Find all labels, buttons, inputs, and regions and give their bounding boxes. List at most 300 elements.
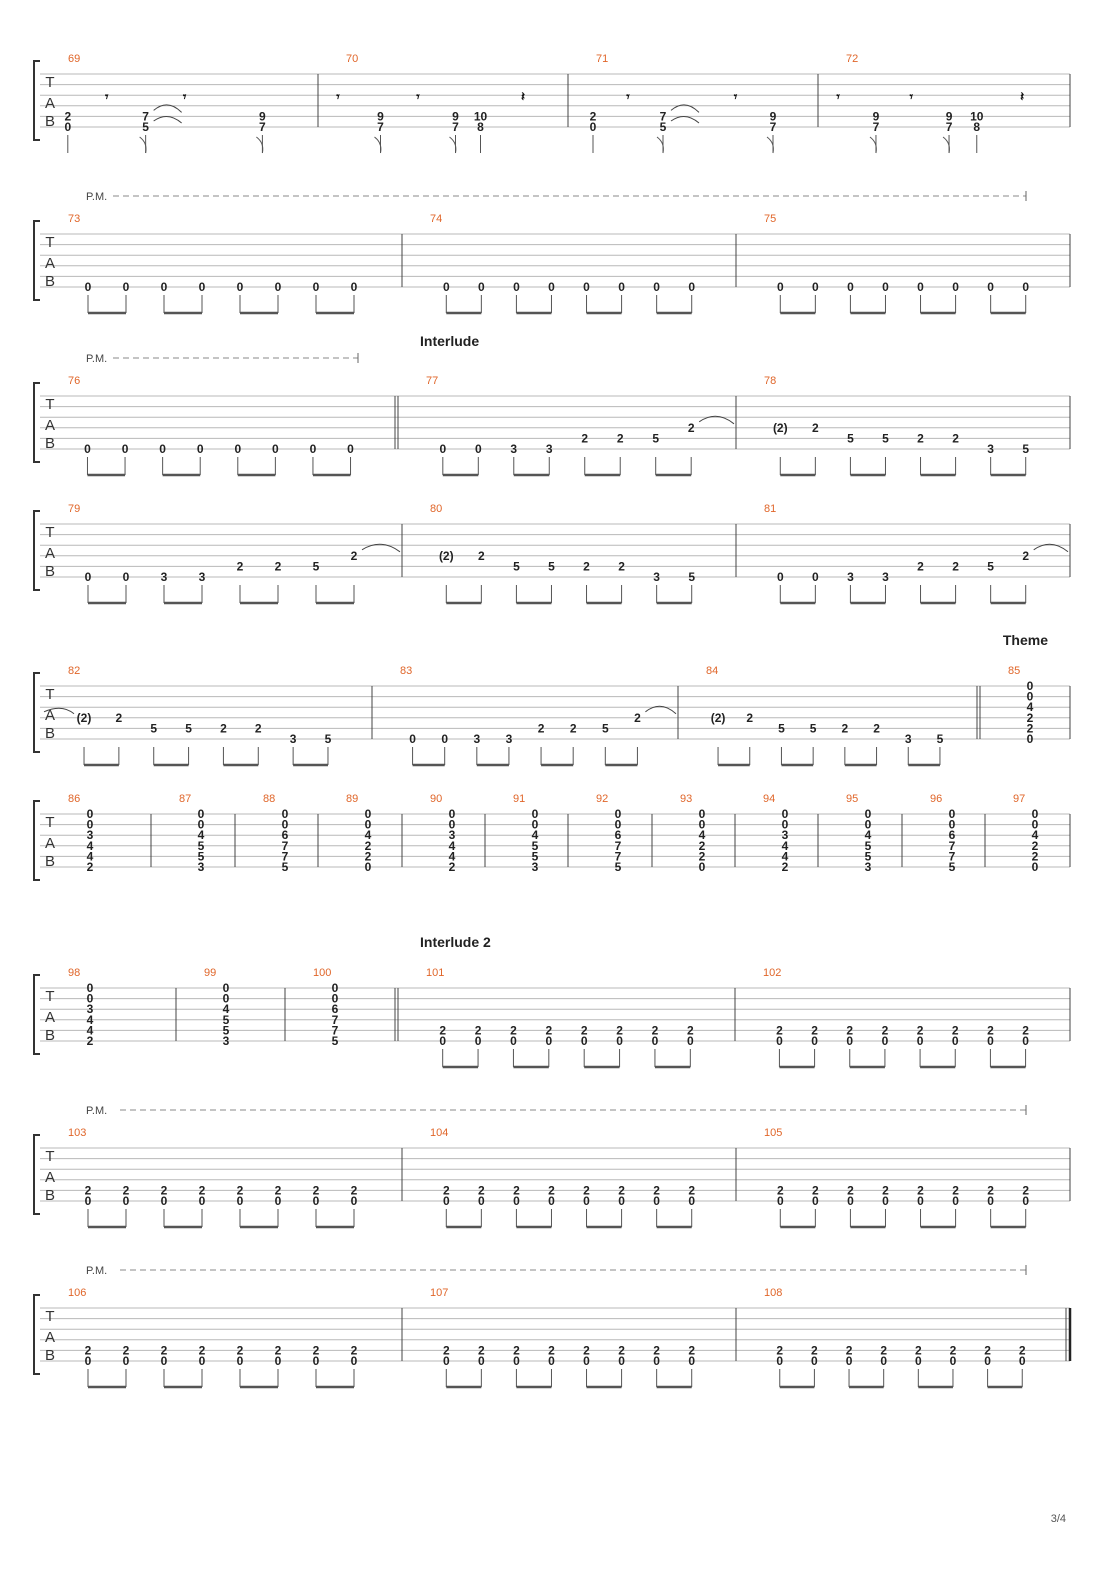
fret-number: 0 [881, 1034, 889, 1048]
fret-number: 0 [864, 807, 872, 821]
measure-number: 104 [430, 1127, 449, 1139]
fret-number: 0 [583, 280, 590, 294]
fret-number: 0 [987, 280, 994, 294]
fret-number: 2 [115, 710, 123, 725]
fret-number: 0 [688, 280, 696, 294]
fret-number: 9 [945, 109, 953, 124]
fret-number: 0 [847, 1194, 854, 1208]
system-bracket [34, 221, 40, 300]
fret-number: 0 [347, 442, 354, 456]
fret-number: 0 [688, 1194, 696, 1208]
fret-number: 3 [781, 828, 789, 843]
fret-number: 0 [236, 280, 244, 294]
fret-number: 2 [952, 1183, 959, 1198]
fret-number: 2 [651, 1023, 659, 1038]
fret-number: 2 [254, 721, 262, 736]
fret-number: 3 [904, 732, 912, 746]
measure-75 [764, 213, 1029, 313]
fret-number: 0 [812, 1194, 819, 1208]
measure-number: 101 [426, 967, 445, 979]
fret-number: 2 [811, 1343, 818, 1358]
tab-clef-letter: A [44, 835, 56, 852]
fret-number: 0 [882, 1194, 889, 1208]
fret-number: 5 [197, 849, 205, 864]
fret-number: 2 [439, 1023, 447, 1038]
fret-number: 2 [698, 849, 706, 864]
quarter-rest: 𝄽 [1020, 89, 1025, 105]
fret-number: 3 [987, 442, 994, 456]
fret-number: 2 [1026, 710, 1034, 725]
measure-105 [764, 1127, 1029, 1227]
tab-clef-letter: A [44, 255, 56, 272]
measure-103 [68, 1127, 358, 1227]
fret-number: 5 [882, 431, 889, 446]
tab-clef-letter: B [44, 563, 56, 580]
fret-number: 0 [618, 280, 625, 294]
fret-number: 0 [331, 981, 339, 995]
fret-number: 0 [987, 1034, 994, 1048]
fret-number: 0 [688, 1354, 696, 1368]
fret-number: 2 [510, 1023, 517, 1038]
fret-number: 0 [198, 1354, 206, 1368]
fret-number: 5 [142, 120, 149, 134]
fret-number: 0 [614, 807, 622, 821]
fret-number: 0 [583, 1354, 590, 1368]
fret-number: 0 [651, 1034, 659, 1048]
fret-number: 0 [583, 1194, 590, 1208]
fret-number: 0 [917, 280, 924, 294]
fret-number: 0 [811, 1354, 818, 1368]
tab-system [34, 503, 1070, 603]
fret-number: 2 [688, 1183, 696, 1198]
fret-number: 0 [442, 1194, 450, 1208]
fret-number: 0 [122, 280, 130, 294]
measure-number: 79 [68, 503, 81, 515]
fret-number: 0 [531, 817, 539, 832]
fret-number: 5 [185, 721, 192, 736]
fret-number: 2 [442, 1343, 450, 1358]
measure-73 [68, 213, 358, 313]
fret-number: 4 [222, 1002, 230, 1017]
palm-mute-label: P.M. [86, 1105, 108, 1117]
fret-number: 7 [614, 849, 622, 864]
measure-90 [430, 793, 456, 874]
fret-number: 2 [350, 1343, 358, 1358]
measure-72 [835, 53, 1024, 153]
fret-number: 7 [948, 849, 956, 864]
measure-91 [513, 793, 539, 874]
measure-97 [1013, 793, 1039, 874]
fret-number: 2 [583, 1343, 590, 1358]
measure-number: 76 [68, 375, 81, 387]
tab-clef-letter: B [44, 853, 56, 870]
fret-number: 3 [882, 570, 889, 584]
measure-number: 98 [68, 967, 81, 979]
fret-number: 2 [537, 721, 545, 736]
fret-number: 0 [474, 1034, 482, 1048]
measure-number: 100 [313, 967, 332, 979]
fret-number: 4 [698, 828, 706, 843]
fret-number: 0 [364, 807, 372, 821]
fret-number: 2 [952, 559, 959, 574]
fret-number: 0 [1026, 732, 1034, 746]
fret-number: 4 [86, 838, 94, 853]
fret-number: 2 [220, 721, 227, 736]
fret-number: 2 [917, 1183, 924, 1198]
note-flag [450, 137, 456, 153]
fret-number: 0 [441, 732, 449, 746]
fret-number: 2 [746, 710, 754, 725]
fret-number: 7 [281, 849, 289, 864]
measure-number: 71 [596, 53, 609, 65]
fret-number: 8 [973, 120, 981, 134]
measure-69 [64, 53, 266, 153]
measure-77 [420, 333, 734, 475]
fret-number: 0 [478, 1354, 485, 1368]
measure-83 [400, 665, 676, 765]
fret-number: 2 [236, 559, 244, 574]
fret-number: 2 [160, 1183, 168, 1198]
fret-number: 2 [841, 721, 849, 736]
fret-number: 0 [274, 280, 282, 294]
fret-number: 0 [653, 1194, 660, 1208]
fret-number: 2 [776, 1183, 784, 1198]
fret-number: 3 [197, 860, 205, 874]
fret-number: 0 [1031, 807, 1039, 821]
eighth-rest: 𝄾 [104, 89, 109, 105]
note-flag [140, 137, 146, 153]
fret-number: 2 [236, 1343, 244, 1358]
fret-number: 2 [1022, 548, 1030, 563]
fret-number: 0 [86, 981, 94, 995]
fret-number: 2 [84, 1343, 92, 1358]
fret-number: 0 [653, 1354, 660, 1368]
measure-number: 93 [680, 793, 693, 805]
note-flag [256, 137, 262, 153]
fret-number: 5 [688, 570, 696, 584]
fret-number: 2 [653, 1183, 660, 1198]
fret-number: 2 [513, 1183, 520, 1198]
measure-70 [335, 53, 525, 153]
note-flag [767, 137, 773, 153]
fret-number: 7 [659, 109, 667, 124]
fret-number: 2 [581, 431, 589, 446]
fret-number: 4 [86, 1023, 94, 1038]
section-label: Theme [1002, 632, 1048, 648]
measure-71 [590, 53, 777, 153]
fret-number: 5 [948, 860, 956, 874]
fret-number: 2 [448, 860, 456, 874]
fret-number: 0 [589, 120, 597, 134]
measure-101 [420, 934, 694, 1067]
measure-number: 102 [763, 967, 782, 979]
measure-number: 94 [763, 793, 776, 805]
fret-number: 7 [331, 1012, 339, 1027]
eighth-rest: 𝄾 [336, 89, 340, 105]
fret-number: 9 [769, 109, 777, 124]
fret-number: 0 [548, 1194, 555, 1208]
fret-number: 0 [274, 1354, 282, 1368]
measure-number: 84 [706, 665, 719, 677]
measure-number: 88 [263, 793, 276, 805]
fret-number: 0 [331, 991, 339, 1006]
fret-number: 2 [1022, 1023, 1029, 1038]
fret-number: 0 [448, 807, 456, 821]
system-bracket [34, 801, 40, 880]
tab-sheet-content [34, 53, 1070, 1387]
note-flag [870, 137, 876, 153]
fret-number: 0 [350, 280, 358, 294]
measure-100 [313, 967, 339, 1048]
fret-number: 0 [442, 1354, 450, 1368]
fret-number: 0 [160, 1194, 168, 1208]
fret-number: 2 [812, 1183, 819, 1198]
measure-number: 87 [179, 793, 192, 805]
measure-79 [68, 503, 400, 603]
measure-76 [68, 375, 354, 475]
fret-number: 0 [84, 280, 92, 294]
fret-number: 0 [222, 991, 230, 1006]
fret-number: 5 [324, 732, 332, 746]
fret-number: 7 [948, 838, 956, 853]
system-bracket [34, 1135, 40, 1214]
fret-number: 0 [196, 442, 204, 456]
measure-number: 95 [846, 793, 859, 805]
fret-number: 2 [350, 1183, 358, 1198]
fret-number: 0 [776, 1034, 783, 1048]
measure-89 [346, 793, 372, 874]
measure-104 [430, 1127, 695, 1227]
fret-number: 2 [160, 1343, 168, 1358]
fret-number: 0 [1031, 860, 1039, 874]
fret-number: 2 [478, 1343, 485, 1358]
fret-number: 2 [274, 1183, 282, 1198]
quarter-rest: 𝄽 [521, 89, 525, 105]
fret-number: 0 [510, 1034, 517, 1048]
fret-number: 5 [659, 120, 667, 134]
fret-number: 0 [409, 732, 416, 746]
tab-clef-letter: B [44, 1027, 56, 1044]
fret-number: 0 [781, 817, 789, 832]
measure-number: 106 [68, 1287, 87, 1299]
fret-number: 4 [1031, 828, 1039, 843]
tab-clef-letter: A [44, 1009, 56, 1026]
fret-number: 2 [312, 1343, 320, 1358]
fret-number: 2 [781, 860, 789, 874]
measure-99 [204, 967, 230, 1048]
measure-number: 96 [930, 793, 943, 805]
section-label: Interlude 2 [420, 934, 491, 950]
fret-number: 0 [698, 817, 706, 832]
palm-mute-label: P.M. [86, 191, 108, 203]
fret-number: 0 [513, 280, 520, 294]
measure-number: 99 [204, 967, 217, 979]
fret-number: 0 [917, 1194, 924, 1208]
measure-78 [764, 375, 1029, 475]
fret-number: 5 [778, 721, 785, 736]
fret-number: 2 [987, 1183, 994, 1198]
fret-number: 5 [936, 732, 944, 746]
fret-number: 0 [442, 280, 450, 294]
fret-number: 0 [197, 807, 205, 821]
fret-number: 0 [312, 1354, 320, 1368]
fret-number: 2 [478, 1183, 485, 1198]
system-bracket [34, 61, 40, 140]
measure-102 [763, 967, 1029, 1067]
fret-number: 0 [281, 817, 289, 832]
fret-number: 0 [64, 120, 72, 134]
fret-number: 6 [948, 828, 956, 843]
fret-number: 0 [122, 1354, 130, 1368]
fret-number: 2 [236, 1183, 244, 1198]
measure-82 [44, 665, 332, 765]
fret-number: 0 [548, 280, 555, 294]
fret-number: 2 [653, 1343, 660, 1358]
fret-number: 2 [873, 721, 880, 736]
measure-number: 78 [764, 375, 777, 387]
section-label: Interlude [420, 333, 480, 349]
measure-81 [764, 503, 1068, 603]
fret-number: 2 [845, 1343, 853, 1358]
fret-number: 2 [916, 1023, 924, 1038]
fret-number: 2 [474, 1023, 482, 1038]
fret-number: 0 [159, 442, 166, 456]
fret-number: 5 [222, 1012, 230, 1027]
fret-number: 2 [548, 1343, 555, 1358]
tab-clef-letter: T [45, 234, 55, 251]
fret-number: 5 [281, 860, 289, 874]
fret-number: 2 [442, 1183, 450, 1198]
fret-number: 3 [448, 828, 456, 843]
fret-number: 0 [222, 981, 230, 995]
fret-number: 3 [864, 860, 872, 874]
measure-number: 80 [430, 503, 443, 515]
fret-number: 2 [811, 1023, 818, 1038]
tie-arc [154, 116, 182, 123]
fret-number: 2 [881, 1023, 889, 1038]
measure-number: 97 [1013, 793, 1026, 805]
fret-number: 2 [580, 1023, 588, 1038]
fret-number: 2 [64, 109, 72, 124]
fret-number: 2 [513, 1343, 520, 1358]
fret-number: 0 [548, 1354, 555, 1368]
measure-number: 86 [68, 793, 81, 805]
tab-clef-letter: A [44, 545, 56, 562]
measure-95 [846, 793, 872, 874]
fret-number: 0 [234, 442, 242, 456]
measure-number: 72 [846, 53, 859, 65]
fret-number: 4 [364, 828, 372, 843]
fret-number: 5 [847, 431, 854, 446]
fret-number: 0 [350, 1194, 358, 1208]
fret-number: 0 [776, 1354, 784, 1368]
fret-number: 0 [236, 1354, 244, 1368]
fret-number: 0 [309, 442, 317, 456]
system-bracket [34, 975, 40, 1054]
palm-mute-label: P.M. [86, 1265, 108, 1277]
fret-number: 0 [698, 860, 706, 874]
fret-number: 2 [122, 1183, 130, 1198]
fret-number: 5 [864, 838, 872, 853]
fret-number: 9 [377, 109, 384, 124]
fret-number: 2 [545, 1023, 553, 1038]
fret-number: 4 [86, 1012, 94, 1027]
fret-number: 0 [474, 442, 482, 456]
measure-88 [263, 793, 289, 874]
fret-number: 2 [882, 1183, 889, 1198]
fret-number: 2 [917, 431, 924, 446]
fret-number: 2 [687, 420, 695, 435]
fret-number: 0 [122, 1194, 130, 1208]
fret-number: 0 [1031, 817, 1039, 832]
fret-number: 5 [513, 559, 520, 574]
fret-number: 7 [377, 120, 384, 134]
fret-number: 4 [86, 849, 94, 864]
fret-number: 0 [364, 817, 372, 832]
measure-number: 90 [430, 793, 443, 805]
fret-number: 0 [618, 1194, 625, 1208]
fret-number: 0 [698, 807, 706, 821]
fret-number: 0 [513, 1354, 520, 1368]
fret-number: 0 [1018, 1354, 1026, 1368]
fret-number: 0 [236, 1194, 244, 1208]
fret-number: 0 [776, 570, 784, 584]
fret-number: 0 [350, 1354, 358, 1368]
fret-number: (2) [438, 548, 454, 563]
fret-number: 0 [952, 1194, 959, 1208]
fret-number: 5 [652, 431, 660, 446]
fret-number: 4 [448, 838, 456, 853]
tab-clef-letter: B [44, 725, 56, 742]
fret-number: 3 [289, 732, 297, 746]
fret-number: 0 [86, 991, 94, 1006]
fret-number: 2 [548, 1183, 555, 1198]
measure-number: 81 [764, 503, 777, 515]
measure-number: 69 [68, 53, 81, 65]
fret-number: 0 [916, 1034, 924, 1048]
note-flag [375, 137, 381, 153]
fret-number: 0 [1026, 679, 1034, 693]
fret-number: 2 [847, 1183, 854, 1198]
fret-number: 0 [948, 817, 956, 832]
tab-clef-letter: T [45, 396, 55, 413]
fret-number: 3 [86, 828, 94, 843]
measure-number: 103 [68, 1127, 87, 1139]
fret-number: (2) [772, 420, 788, 435]
measure-number: 82 [68, 665, 81, 677]
fret-number: 0 [812, 570, 819, 584]
fret-number: 0 [987, 1194, 994, 1208]
eighth-rest: 𝄾 [909, 89, 913, 105]
tab-clef-letter: B [44, 435, 56, 452]
fret-number: 7 [452, 120, 459, 134]
fret-number: 5 [614, 860, 622, 874]
fret-number: 0 [122, 570, 130, 584]
fret-number: (2) [710, 710, 726, 725]
measure-86 [68, 793, 94, 874]
fret-number: 0 [880, 1354, 888, 1368]
fret-number: 2 [1022, 1183, 1030, 1198]
measure-number: 73 [68, 213, 81, 225]
fret-number: 2 [812, 420, 819, 435]
tab-clef-letter: T [45, 524, 55, 541]
eighth-rest: 𝄾 [182, 89, 187, 105]
fret-number: 0 [1022, 1194, 1030, 1208]
fret-number: 0 [84, 1194, 92, 1208]
note-flag [657, 137, 663, 153]
fret-number: 0 [845, 1354, 853, 1368]
fret-number: (2) [76, 710, 92, 725]
